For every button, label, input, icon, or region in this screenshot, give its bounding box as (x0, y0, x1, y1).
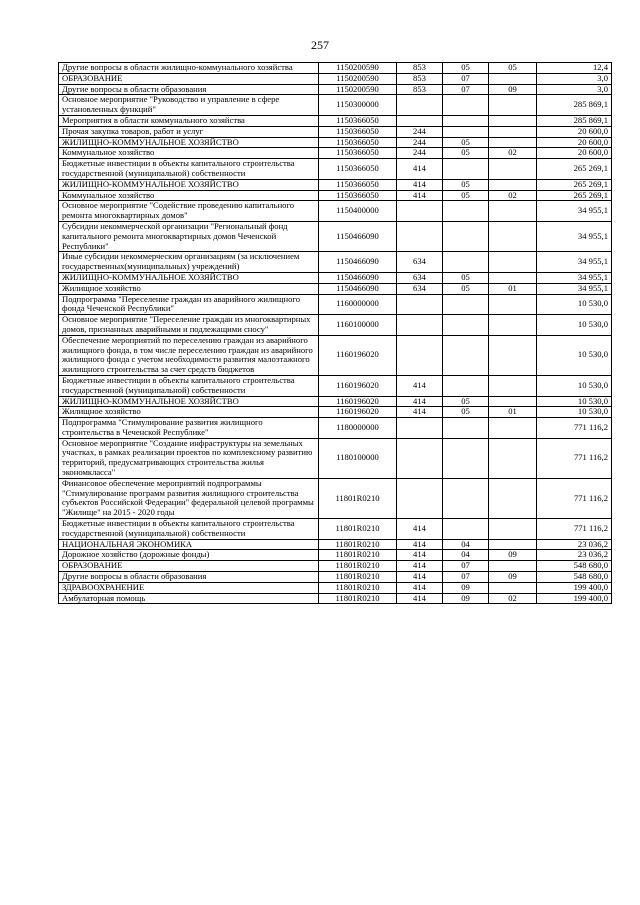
row-amount-cell: 548 680,0 (537, 561, 612, 572)
row-section-cell: 07 (443, 84, 489, 95)
row-name-cell: Жилищное хозяйство (59, 283, 319, 294)
row-amount-cell: 34 955,1 (537, 283, 612, 294)
table-row (59, 375, 612, 396)
table-row (59, 550, 612, 561)
table-row (59, 407, 612, 418)
row-name-cell: Коммунальное хозяйство (59, 148, 319, 159)
row-name-cell: Дорожное хозяйство (дорожные фонды) (59, 550, 319, 561)
row-section-cell (443, 375, 489, 396)
table-row (59, 396, 612, 407)
row-expense-type-cell (397, 221, 443, 251)
table-row (59, 315, 612, 336)
row-expense-type-cell: 414 (397, 519, 443, 540)
row-section-cell: 05 (443, 148, 489, 159)
row-expense-type-cell (397, 438, 443, 478)
table-row (59, 438, 612, 478)
row-subsection-cell (489, 539, 537, 550)
row-section-cell (443, 95, 489, 116)
row-name-cell: Основное мероприятие "Переселение граждан из многоквартирных домов, признанных аварийными и подлежащими сносу" (59, 315, 319, 336)
row-section-cell (443, 418, 489, 439)
row-subsection-cell (489, 438, 537, 478)
row-section-cell (443, 159, 489, 180)
table-row (59, 539, 612, 550)
row-expense-type-cell: 414 (397, 396, 443, 407)
row-code-cell: 1150200590 (319, 63, 397, 74)
row-code-cell: 11801R0210 (319, 550, 397, 561)
table-row (59, 572, 612, 583)
row-code-cell: 1150366050 (319, 159, 397, 180)
row-code-cell: 1160196020 (319, 407, 397, 418)
row-amount-cell: 3,0 (537, 73, 612, 84)
row-subsection-cell (489, 294, 537, 315)
row-expense-type-cell: 853 (397, 84, 443, 95)
row-subsection-cell: 02 (489, 148, 537, 159)
table-row (59, 159, 612, 180)
row-code-cell: 11801R0210 (319, 561, 397, 572)
table-row (59, 582, 612, 593)
row-amount-cell: 34 955,1 (537, 221, 612, 251)
row-amount-cell: 10 530,0 (537, 315, 612, 336)
row-code-cell: 1150466090 (319, 272, 397, 283)
row-code-cell: 11801R0210 (319, 539, 397, 550)
row-section-cell: 05 (443, 407, 489, 418)
table-row (59, 73, 612, 84)
row-amount-cell: 199 400,0 (537, 582, 612, 593)
row-expense-type-cell (397, 201, 443, 222)
row-amount-cell: 10 530,0 (537, 396, 612, 407)
row-name-cell: Обеспечение мероприятий по переселению граждан из аварийного жилищного фонда, в том числе переселению граждан из аварийного жилищного фонда с учетом необходимости развития малоэтажного жилищного строительства за счет средств бюджетов (59, 335, 319, 375)
row-subsection-cell (489, 221, 537, 251)
table-row (59, 272, 612, 283)
row-code-cell: 1150366050 (319, 179, 397, 190)
row-name-cell: ЖИЛИЩНО-КОММУНАЛЬНОЕ ХОЗЯЙСТВО (59, 272, 319, 283)
row-name-cell: Другие вопросы в области жилищно-коммунального хозяйства (59, 63, 319, 74)
row-expense-type-cell: 414 (397, 572, 443, 583)
row-expense-type-cell (397, 478, 443, 518)
row-amount-cell: 10 530,0 (537, 294, 612, 315)
row-section-cell: 09 (443, 593, 489, 604)
row-expense-type-cell: 414 (397, 375, 443, 396)
row-section-cell (443, 335, 489, 375)
row-code-cell: 1150366050 (319, 190, 397, 201)
row-name-cell: ОБРАЗОВАНИЕ (59, 561, 319, 572)
row-code-cell: 1150366050 (319, 148, 397, 159)
row-expense-type-cell: 414 (397, 190, 443, 201)
row-amount-cell: 771 116,2 (537, 478, 612, 518)
row-amount-cell: 20 600,0 (537, 137, 612, 148)
row-expense-type-cell: 634 (397, 252, 443, 273)
row-code-cell: 1150200590 (319, 84, 397, 95)
row-section-cell: 05 (443, 396, 489, 407)
row-section-cell: 05 (443, 190, 489, 201)
row-section-cell (443, 294, 489, 315)
row-section-cell: 04 (443, 539, 489, 550)
row-expense-type-cell: 414 (397, 539, 443, 550)
row-amount-cell: 34 955,1 (537, 272, 612, 283)
row-expense-type-cell: 244 (397, 126, 443, 137)
row-name-cell: ЖИЛИЩНО-КОММУНАЛЬНОЕ ХОЗЯЙСТВО (59, 396, 319, 407)
row-name-cell: Основное мероприятие "Содействие проведению капитального ремонта многоквартирных домов" (59, 201, 319, 222)
row-amount-cell: 548 680,0 (537, 572, 612, 583)
row-name-cell: ЗДРАВООХРАНЕНИЕ (59, 582, 319, 593)
table-row (59, 221, 612, 251)
row-name-cell: Бюджетные инвестиции в объекты капитального строительства государственной (муниципальной) собственности (59, 375, 319, 396)
row-subsection-cell (489, 272, 537, 283)
row-expense-type-cell: 414 (397, 407, 443, 418)
row-amount-cell: 34 955,1 (537, 252, 612, 273)
row-section-cell (443, 519, 489, 540)
row-expense-type-cell: 244 (397, 137, 443, 148)
row-subsection-cell (489, 315, 537, 336)
row-subsection-cell: 01 (489, 283, 537, 294)
row-code-cell: 1150300000 (319, 95, 397, 116)
row-expense-type-cell (397, 315, 443, 336)
table-row (59, 593, 612, 604)
row-name-cell: Бюджетные инвестиции в объекты капитального строительства государственной (муниципальной) собственности (59, 159, 319, 180)
row-expense-type-cell: 244 (397, 148, 443, 159)
row-name-cell: Бюджетные инвестиции в объекты капитального строительства государственной (муниципальной) собственности (59, 519, 319, 540)
row-name-cell: ЖИЛИЩНО-КОММУНАЛЬНОЕ ХОЗЯЙСТВО (59, 137, 319, 148)
row-name-cell: Иные субсидии некоммерческим организациям (за исключением государственных(муниципальных) учреждений) (59, 252, 319, 273)
row-expense-type-cell: 853 (397, 63, 443, 74)
row-amount-cell: 23 036,2 (537, 550, 612, 561)
row-expense-type-cell: 414 (397, 550, 443, 561)
row-section-cell: 07 (443, 561, 489, 572)
row-amount-cell: 10 530,0 (537, 375, 612, 396)
row-section-cell: 07 (443, 572, 489, 583)
row-name-cell: Мероприятия в области коммунального хозяйства (59, 115, 319, 126)
table-body (59, 63, 612, 604)
row-section-cell (443, 315, 489, 336)
row-amount-cell: 23 036,2 (537, 539, 612, 550)
row-amount-cell: 20 600,0 (537, 126, 612, 137)
row-section-cell: 04 (443, 550, 489, 561)
row-subsection-cell (489, 95, 537, 116)
row-subsection-cell: 02 (489, 190, 537, 201)
row-code-cell: 1180000000 (319, 418, 397, 439)
row-subsection-cell (489, 519, 537, 540)
row-section-cell (443, 201, 489, 222)
table-row (59, 148, 612, 159)
row-section-cell: 09 (443, 582, 489, 593)
table-row (59, 95, 612, 116)
row-section-cell: 05 (443, 179, 489, 190)
row-name-cell: ОБРАЗОВАНИЕ (59, 73, 319, 84)
table-row (59, 294, 612, 315)
row-section-cell: 07 (443, 73, 489, 84)
row-expense-type-cell: 414 (397, 582, 443, 593)
row-name-cell: Подпрограмма "Стимулирование развития жилищного строительства в Чеченской Республике" (59, 418, 319, 439)
row-subsection-cell: 01 (489, 407, 537, 418)
row-subsection-cell (489, 478, 537, 518)
row-section-cell (443, 126, 489, 137)
row-code-cell: 11801R0210 (319, 478, 397, 518)
row-code-cell: 1150400000 (319, 201, 397, 222)
row-section-cell (443, 252, 489, 273)
row-expense-type-cell (397, 418, 443, 439)
row-amount-cell: 10 530,0 (537, 407, 612, 418)
row-subsection-cell (489, 126, 537, 137)
table-row (59, 63, 612, 74)
row-code-cell: 1160100000 (319, 315, 397, 336)
row-amount-cell: 20 600,0 (537, 148, 612, 159)
row-code-cell: 11801R0210 (319, 593, 397, 604)
row-amount-cell: 771 116,2 (537, 418, 612, 439)
row-expense-type-cell: 414 (397, 561, 443, 572)
row-code-cell: 1150466090 (319, 283, 397, 294)
row-expense-type-cell (397, 294, 443, 315)
row-amount-cell: 771 116,2 (537, 519, 612, 540)
row-amount-cell: 199 400,0 (537, 593, 612, 604)
row-subsection-cell (489, 418, 537, 439)
row-subsection-cell (489, 561, 537, 572)
row-amount-cell: 265 269,1 (537, 179, 612, 190)
row-code-cell: 1150466090 (319, 252, 397, 273)
row-name-cell: Другие вопросы в области образования (59, 84, 319, 95)
row-name-cell: Коммунальное хозяйство (59, 190, 319, 201)
row-expense-type-cell: 634 (397, 283, 443, 294)
row-subsection-cell: 09 (489, 572, 537, 583)
row-subsection-cell: 02 (489, 593, 537, 604)
row-expense-type-cell: 634 (397, 272, 443, 283)
row-name-cell: Прочая закупка товаров, работ и услуг (59, 126, 319, 137)
row-code-cell: 1150366050 (319, 115, 397, 126)
row-code-cell: 1160196020 (319, 375, 397, 396)
row-name-cell: Субсидии некоммерческой организации "Региональный фонд капитального ремонта многоквартирных домов Чеченской Республики" (59, 221, 319, 251)
row-subsection-cell (489, 179, 537, 190)
row-section-cell (443, 478, 489, 518)
table-row (59, 201, 612, 222)
table-row (59, 335, 612, 375)
row-section-cell: 05 (443, 137, 489, 148)
row-amount-cell: 285 869,1 (537, 115, 612, 126)
row-subsection-cell (489, 137, 537, 148)
row-subsection-cell (489, 159, 537, 180)
row-expense-type-cell: 853 (397, 73, 443, 84)
row-amount-cell: 265 269,1 (537, 159, 612, 180)
row-code-cell: 11801R0210 (319, 582, 397, 593)
row-code-cell: 1150200590 (319, 73, 397, 84)
row-expense-type-cell (397, 335, 443, 375)
row-subsection-cell: 05 (489, 63, 537, 74)
table-row (59, 137, 612, 148)
row-section-cell (443, 438, 489, 478)
row-section-cell: 05 (443, 272, 489, 283)
row-expense-type-cell: 414 (397, 159, 443, 180)
table-row (59, 418, 612, 439)
row-name-cell: Основное мероприятие "Руководство и управление в сфере установленных функций" (59, 95, 319, 116)
row-subsection-cell: 09 (489, 550, 537, 561)
table-row (59, 115, 612, 126)
row-subsection-cell (489, 115, 537, 126)
row-amount-cell: 771 116,2 (537, 438, 612, 478)
row-amount-cell: 10 530,0 (537, 335, 612, 375)
row-expense-type-cell: 414 (397, 179, 443, 190)
row-code-cell: 1180100000 (319, 438, 397, 478)
budget-table (58, 62, 612, 604)
row-section-cell: 05 (443, 63, 489, 74)
table-row (59, 190, 612, 201)
row-expense-type-cell (397, 115, 443, 126)
table-row (59, 283, 612, 294)
row-name-cell: Жилищное хозяйство (59, 407, 319, 418)
table-row (59, 561, 612, 572)
row-name-cell: Амбулаторная помощь (59, 593, 319, 604)
row-name-cell: Подпрограмма "Переселение граждан из аварийного жилищного фонда Чеченской Республики" (59, 294, 319, 315)
row-amount-cell: 3,0 (537, 84, 612, 95)
row-code-cell: 1160000000 (319, 294, 397, 315)
row-amount-cell: 285 869,1 (537, 95, 612, 116)
table-row (59, 126, 612, 137)
row-code-cell: 1150366050 (319, 126, 397, 137)
row-code-cell: 11801R0210 (319, 572, 397, 583)
row-subsection-cell (489, 252, 537, 273)
table-row (59, 84, 612, 95)
row-name-cell: Финансовое обеспечение мероприятий подпрограммы "Стимулирование программ развития жилищного строительства субъектов Российской Федерации" федеральной целевой программы "Жилище" на 2015 - 2020 годы (59, 478, 319, 518)
row-section-cell (443, 221, 489, 251)
row-name-cell: НАЦИОНАЛЬНАЯ ЭКОНОМИКА (59, 539, 319, 550)
row-section-cell (443, 115, 489, 126)
page-number: 257 (311, 38, 329, 52)
row-name-cell: ЖИЛИЩНО-КОММУНАЛЬНОЕ ХОЗЯЙСТВО (59, 179, 319, 190)
row-subsection-cell (489, 396, 537, 407)
row-code-cell: 11801R0210 (319, 519, 397, 540)
row-subsection-cell (489, 73, 537, 84)
table-row (59, 519, 612, 540)
table-row (59, 252, 612, 273)
row-code-cell: 1150466090 (319, 221, 397, 251)
table-row (59, 478, 612, 518)
row-subsection-cell (489, 582, 537, 593)
row-code-cell: 1160196020 (319, 396, 397, 407)
row-expense-type-cell (397, 95, 443, 116)
row-name-cell: Основное мероприятие "Создание инфраструктуры на земельных участках, в рамках реализации проектов по комплексному развитию территорий, предусматривающих строительства жилья экономкласса" (59, 438, 319, 478)
row-subsection-cell (489, 375, 537, 396)
row-amount-cell: 265 269,1 (537, 190, 612, 201)
row-expense-type-cell: 414 (397, 593, 443, 604)
row-amount-cell: 34 955,1 (537, 201, 612, 222)
row-code-cell: 1160196020 (319, 335, 397, 375)
row-subsection-cell: 09 (489, 84, 537, 95)
table-row (59, 179, 612, 190)
row-code-cell: 1150366050 (319, 137, 397, 148)
row-amount-cell: 12,4 (537, 63, 612, 74)
row-name-cell: Другие вопросы в области образования (59, 572, 319, 583)
row-section-cell: 05 (443, 283, 489, 294)
row-subsection-cell (489, 201, 537, 222)
row-subsection-cell (489, 335, 537, 375)
